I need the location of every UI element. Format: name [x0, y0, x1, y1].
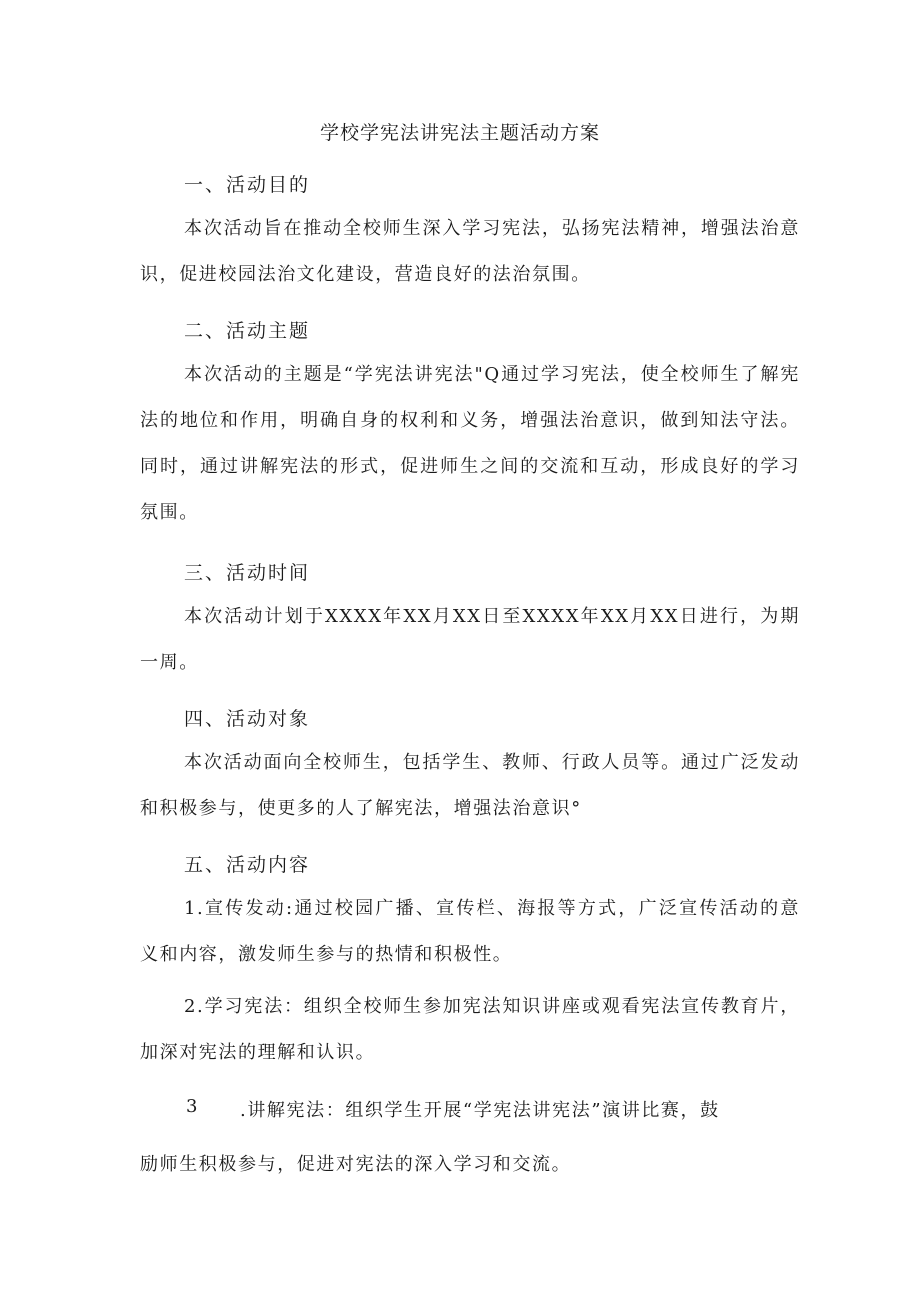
content-item-1: 1.宣传发动:通过校园广播、宣传栏、海报等方式，广泛宣传活动的意义和内容，激发师生参与的热情和积极性。 [140, 898, 800, 965]
purpose-paragraph: 本次活动旨在推动全校师生深入学习宪法，弘扬宪法精神，增强法治意识，促进校园法治文化建设，营造良好的法治氛围。 [140, 218, 800, 285]
section-heading-audience: 四、活动对象 [184, 708, 311, 730]
section-heading-time: 三、活动时间 [184, 562, 311, 584]
content-item-2: 2.学习宪法：组织全校师生参加宪法知识讲座或观看宪法宣传教育片，加深对宪法的理解和认识。 [140, 996, 800, 1063]
time-paragraph: 本次活动计划于XXXX年XX月XX日至XXXX年XX月XX日进行，为期一周。 [140, 606, 800, 673]
theme-paragraph: 本次活动的主题是“学宪法讲宪法"Q通过学习宪法，使全校师生了解宪法的地位和作用，明确自身的权利和义务，增强法治意识，做到知法守法。同时，通过讲解宪法的形式，促进师生之间的交流和互动，形成良好的学习氛围。 [140, 364, 800, 523]
section-heading-theme: 二、活动主题 [184, 320, 311, 342]
section-heading-content: 五、活动内容 [184, 854, 311, 876]
section-heading-purpose: 一、活动目的 [184, 174, 311, 196]
content-item-3-line1: .讲解宪法：组织学生开展“学宪法讲宪法”演讲比赛，鼓 [240, 1100, 720, 1121]
audience-paragraph: 本次活动面向全校师生，包括学生、教师、行政人员等。通过广泛发动和积极参与，使更多的人了解宪法，增强法治意识° [140, 752, 800, 819]
content-item-3-number: 3 [186, 1096, 200, 1117]
document-title: 学校学宪法讲宪法主题活动方案 [319, 122, 600, 144]
content-item-3-line2: 励师生积极参与，促进对宪法的深入学习和交流。 [140, 1154, 572, 1175]
